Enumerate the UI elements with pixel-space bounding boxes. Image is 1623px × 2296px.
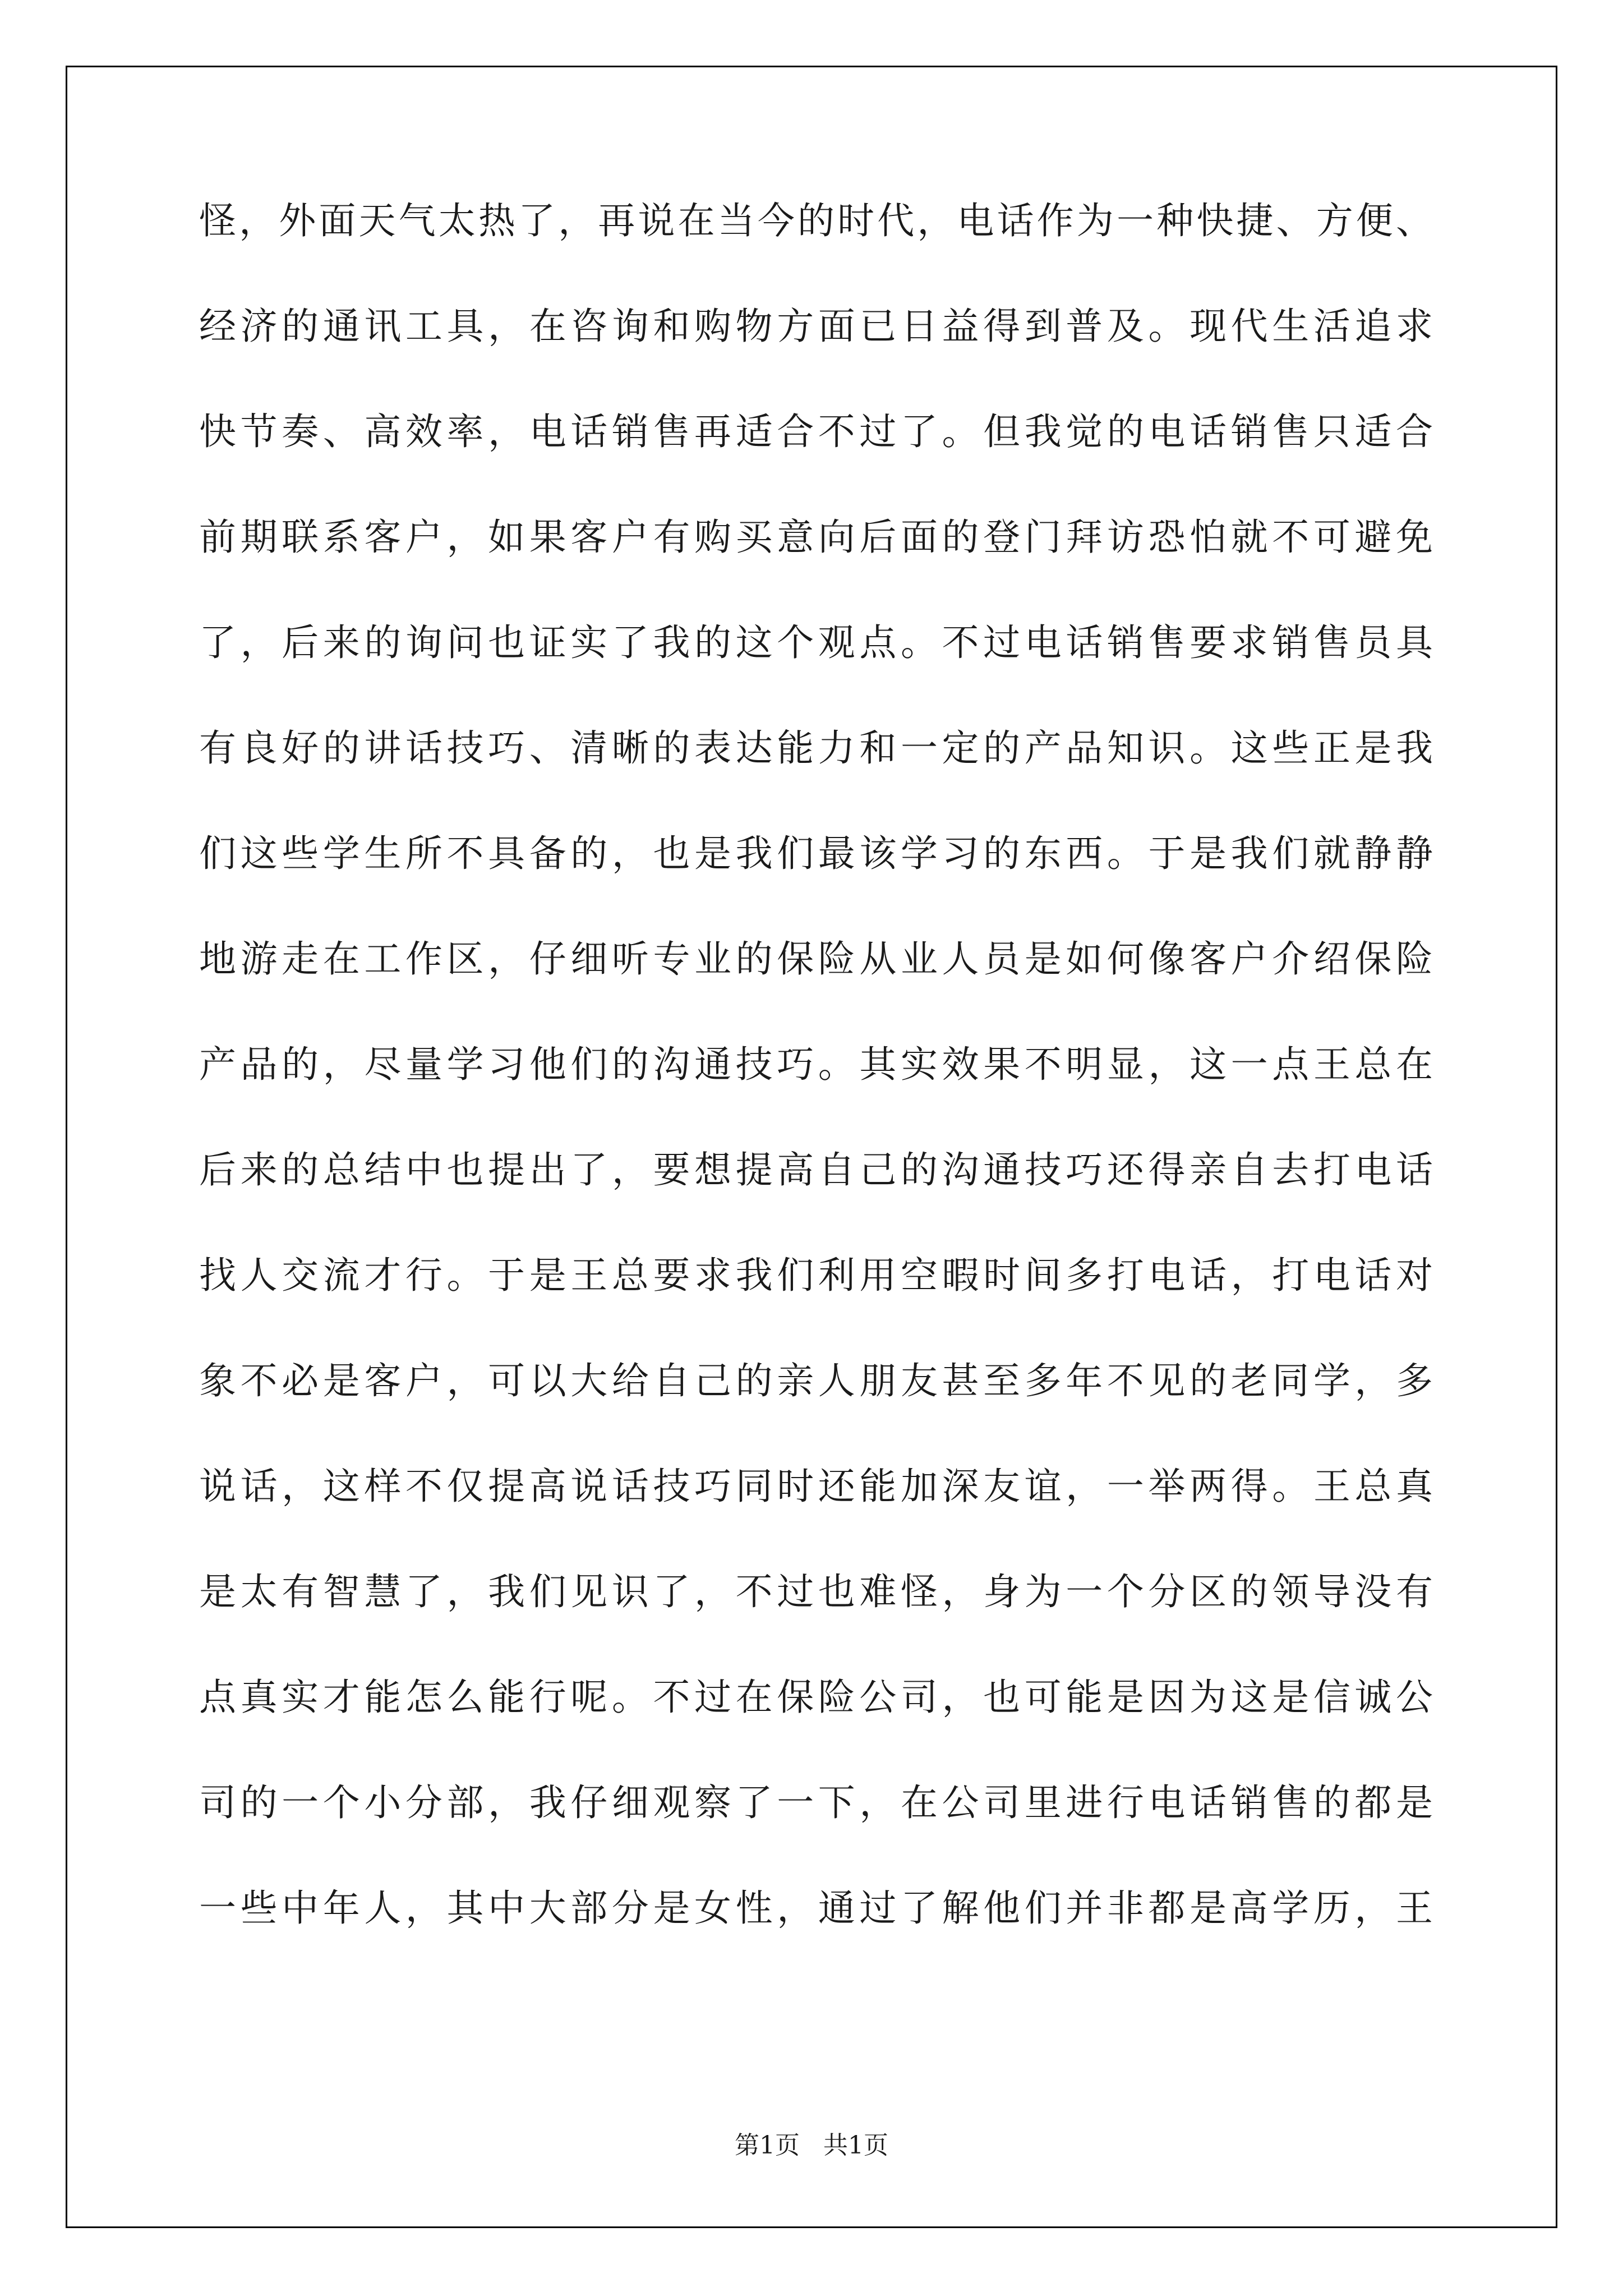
text-line: 经济的通讯工具，在咨询和购物方面已日益得到普及。现代生活追求 bbox=[199, 305, 1433, 348]
text-line: 司的一个小分部，我仔细观察了一下，在公司里进行电话销售的都是 bbox=[199, 1781, 1433, 1824]
text-line: 快节奏、高效率，电话销售再适合不过了。但我觉的电话销售只适合 bbox=[199, 410, 1433, 453]
text-line: 说话，这样不仅提高说话技巧同时还能加深友谊，一举两得。王总真 bbox=[199, 1465, 1433, 1508]
text-line: 象不必是客户，可以大给自己的亲人朋友甚至多年不见的老同学，多 bbox=[199, 1359, 1433, 1402]
text-line: 前期联系客户，如果客户有购买意向后面的登门拜访恐怕就不可避免 bbox=[199, 516, 1433, 559]
text-line: 后来的总结中也提出了，要想提高自己的沟通技巧还得亲自去打电话 bbox=[199, 1148, 1433, 1191]
text-line: 产品的，尽量学习他们的沟通技巧。其实效果不明显，这一点王总在 bbox=[199, 1043, 1433, 1086]
text-line: 怪，外面天气太热了，再说在当今的时代，电话作为一种快捷、方便、 bbox=[199, 199, 1433, 242]
text-line: 找人交流才行。于是王总要求我们利用空暇时间多打电话，打电话对 bbox=[199, 1254, 1433, 1297]
text-line: 们这些学生所不具备的，也是我们最该学习的东西。于是我们就静静 bbox=[199, 832, 1433, 875]
page-number: 第1页 bbox=[735, 2131, 800, 2160]
body-text bbox=[199, 168, 1433, 1961]
text-line: 地游走在工作区，仔细听专业的保险从业人员是如何像客户介绍保险 bbox=[199, 937, 1433, 981]
text-line: 点真实才能怎么能行呢。不过在保险公司，也可能是因为这是信诚公 bbox=[199, 1676, 1433, 1719]
text-line: 是太有智慧了，我们见识了，不过也难怪，身为一个分区的领导没有 bbox=[199, 1570, 1433, 1613]
text-line: 了，后来的询问也证实了我的这个观点。不过电话销售要求销售员具 bbox=[199, 621, 1433, 664]
text-line: 一些中年人，其中大部分是女性，通过了解他们并非都是高学历，王 bbox=[199, 1887, 1433, 1930]
total-pages: 共1页 bbox=[823, 2131, 888, 2160]
text-line: 有良好的讲话技巧、清晰的表达能力和一定的产品知识。这些正是我 bbox=[199, 726, 1433, 770]
page-footer bbox=[0, 2125, 1623, 2161]
